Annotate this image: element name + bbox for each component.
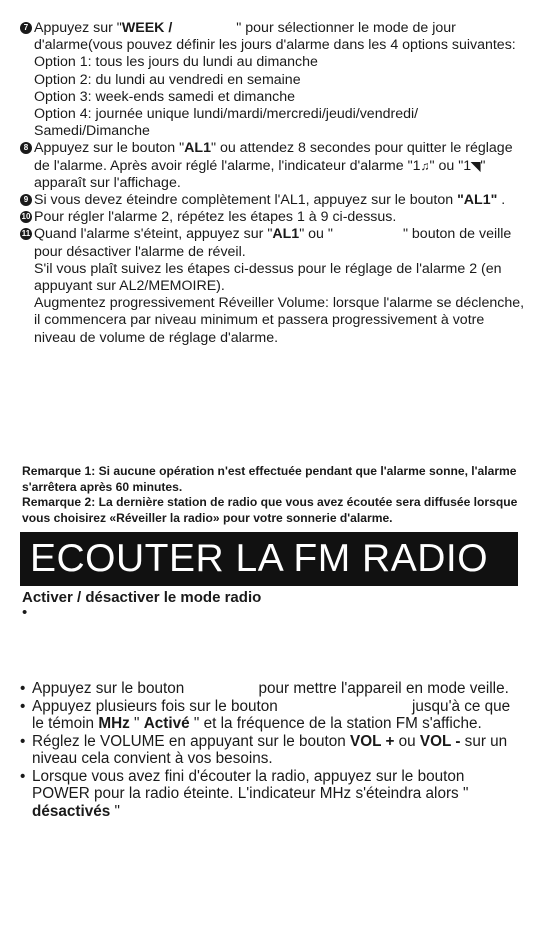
step-number-badge: 8 (20, 142, 32, 154)
section-banner (20, 532, 518, 586)
option-3: Option 3: week-ends samedi et dimanche (34, 88, 296, 105)
bullet-icon: • (22, 604, 28, 621)
step-9-text: Si vous devez éteindre complètement l'AL1, appuyez sur le bouton "AL1" . (34, 192, 506, 209)
step-8-text: Appuyez sur le bouton "AL1" ou attendez 8 secondes pour quitter le réglage de l'alarme. Après avoir réglé l'alarme, l'indicateur d'alarme "1♫" ou "1◥" apparaît sur l'affichage. (34, 140, 513, 191)
bullet-icon: • (20, 767, 26, 785)
list-item: • Lorsque vous avez fini d'écouter la radio, appuyez sur le bouton POWER pour la radio éteinte. L'indicateur MHz s'éteindra alors " désactivés " (20, 767, 469, 820)
bullet-icon: • (20, 680, 26, 697)
step-number-badge: 10 (21, 212, 31, 222)
bullet-icon: • (20, 697, 26, 715)
option-2: Option 2: du lundi au vendredi en semaine (34, 71, 301, 88)
step-10-text: Pour régler l'alarme 2, répétez les étapes 1 à 9 ci-dessus. (34, 209, 397, 226)
step-9 (20, 192, 525, 209)
step-number-badge: 9 (20, 194, 32, 206)
section-subheading: Activer / désactiver le mode radio (22, 589, 262, 606)
radio-steps (20, 680, 520, 820)
remarks (22, 464, 522, 526)
list-item: • Appuyez sur le bouton pour mettre l'appareil en mode veille. (20, 680, 509, 697)
step-10 (20, 209, 525, 226)
music-note-icon: ♫ (420, 158, 430, 173)
remark-1: Remarque 1: Si aucune opération n'est effectuée pendant que l'alarme sonne, l'alarme s'arrêtera après 60 minutes. (22, 464, 517, 494)
step-number-badge: 7 (20, 22, 32, 34)
step-number-badge: 11 (21, 229, 31, 239)
step-7 (20, 20, 525, 140)
list-item: • Réglez le VOLUME en appuyant sur le bouton VOL + ou VOL - sur un niveau cela convient à vos besoins. (20, 732, 508, 767)
option-1: Option 1: tous les jours du lundi au dimanche (34, 54, 318, 71)
option-4: Option 4: journée unique lundi/mardi/mercredi/jeudi/vendredi/ Samedi/Dimanche (34, 106, 419, 140)
step-11 (20, 226, 525, 346)
bullet-icon: • (20, 732, 26, 750)
list-item: • Appuyez plusieurs fois sur le bouton jusqu'à ce que le témoin MHz " Activé " et la fréquence de la station FM s'affiche. (20, 697, 511, 732)
step-7-text: Appuyez sur "WEEK / " pour sélectionner le mode de jour d'alarme(vous pouvez définir les jours d'alarme dans les 4 options suivantes: (34, 20, 516, 54)
step-11-line2: S'il vous plaît suivez les étapes ci-dessus pour le réglage de l'alarme 2 (en appuyant sur AL2/MEMOIRE). (34, 260, 502, 295)
step-11-text: Quand l'alarme s'éteint, appuyez sur "AL1" ou " " bouton de veille pour désactiver l'alarme de réveil. (34, 226, 512, 260)
alarm-steps (20, 20, 525, 347)
step-11-line3: Augmentez progressivement Réveiller Volume: lorsque l'alarme se déclenche, il commencera par niveau minimum et passera progressivement à votre niveau de volume de réglage d'alarme. (34, 295, 525, 346)
step-8 (20, 140, 525, 192)
banner-title: ECOUTER LA FM RADIO (30, 537, 489, 580)
remark-2: Remarque 2: La dernière station de radio que vous avez écoutée sera diffusée lorsque vous choisirez «Réveiller la radio» pour votre sonnerie d'alarme. (22, 495, 518, 525)
bell-icon: ◥ (471, 158, 481, 173)
